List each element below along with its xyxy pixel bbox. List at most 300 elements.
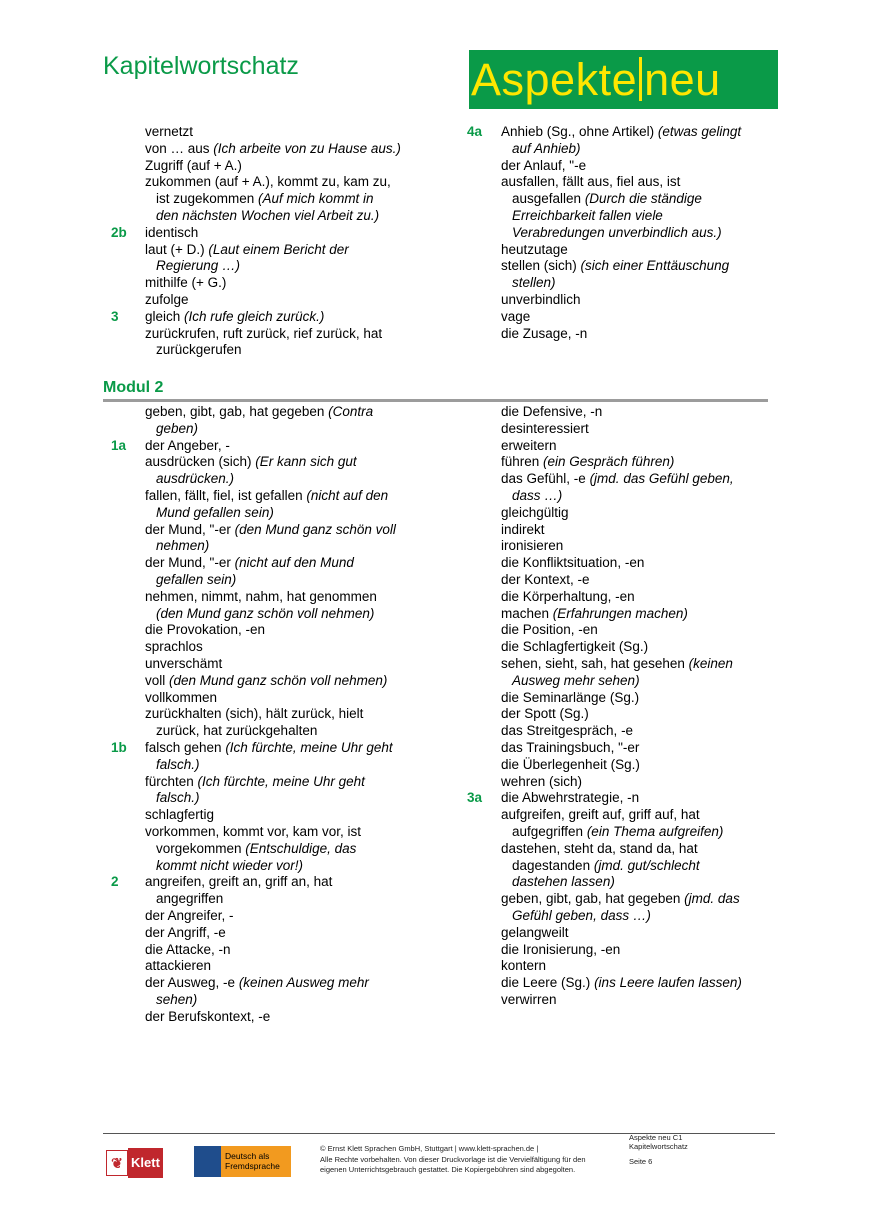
entry-text: von … aus: [145, 140, 214, 156]
entry-line: [145, 925, 396, 942]
entry-example: Regierung …): [156, 258, 241, 274]
entry-example: geben): [156, 420, 199, 436]
entry-line: [145, 572, 396, 589]
entry-example: (den Mund ganz schön voll nehmen): [169, 672, 388, 688]
copyright-notice: [320, 1144, 586, 1176]
copyright-line: eigenen Unterrichtsgebrauch gestattet. Die Kopiergebühren sind abgegolten.: [320, 1165, 576, 1174]
entry-example: Gefühl geben, dass …): [512, 907, 651, 923]
vocab-entry: [501, 891, 742, 925]
entry-line: [501, 225, 741, 242]
klett-logo: [106, 1148, 163, 1178]
entry-text: die Konfliktsituation, -en: [501, 555, 645, 571]
modul-2-heading: Modul 2: [103, 379, 164, 396]
entry-line: [501, 908, 742, 925]
entry-line: [501, 309, 741, 326]
entry-example: ausdrücken.): [156, 471, 235, 487]
vocab-entry: [501, 706, 742, 723]
entry-example: stellen): [512, 275, 556, 291]
vocab-entry: [501, 807, 742, 841]
section-divider: [103, 399, 768, 402]
vocab-entry: [501, 522, 742, 539]
vocab-entry: [501, 572, 742, 589]
daf-logo-blue-block: [194, 1146, 221, 1177]
page-title: Kapitelwortschatz: [103, 52, 299, 80]
entry-line: [145, 858, 396, 875]
entry-line: [145, 538, 396, 555]
entry-line: [501, 326, 741, 343]
entry-text: desinteressiert: [501, 420, 589, 436]
entry-example: (sich einer Enttäuschung: [580, 258, 730, 274]
entry-text: kontern: [501, 958, 547, 974]
vocab-entry: [467, 790, 742, 807]
entry-text: geben, gibt, gab, hat gegeben: [501, 891, 685, 907]
entry-text: die Attacke, -n: [145, 941, 231, 957]
entry-example: Ausweg mehr sehen): [512, 672, 640, 688]
vocab-entry: [145, 774, 396, 808]
entry-example: falsch.): [156, 756, 200, 772]
top-right-column: [467, 124, 742, 342]
vocab-entry: [501, 505, 742, 522]
vocab-entry: [501, 622, 742, 639]
entry-line: [145, 757, 396, 774]
entry-example: (jmd. das: [684, 891, 740, 907]
vocab-entry: [145, 673, 396, 690]
exercise-number: 2b: [111, 224, 127, 240]
entry-line: [145, 992, 396, 1009]
entry-text: der Spott (Sg.): [501, 706, 589, 722]
vocab-entry: [501, 438, 742, 455]
entry-text: geben, gibt, gab, hat gegeben: [145, 404, 329, 419]
entry-line: [145, 622, 396, 639]
vocab-entry: [145, 174, 401, 224]
entry-line: [145, 158, 401, 175]
vocab-entry: [145, 824, 396, 874]
entry-text: voll: [145, 672, 170, 688]
vocab-entry: [145, 958, 396, 975]
entry-line: [501, 639, 742, 656]
vocab-entry: [145, 158, 401, 175]
entry-text: die Überlegenheit (Sg.): [501, 756, 640, 772]
entry-text: der Angreifer, -: [145, 907, 234, 923]
entry-line: [501, 242, 741, 259]
entry-line: [145, 690, 396, 707]
entry-example: (den Mund ganz schön voll nehmen): [156, 605, 375, 621]
entry-example: (Ich arbeite von zu Hause aus.): [213, 140, 401, 156]
entry-example: (keinen: [688, 655, 733, 671]
entry-line: [501, 275, 741, 292]
entry-example: (Durch die ständige: [584, 191, 702, 207]
entry-text: der Angriff, -e: [145, 924, 226, 940]
entry-example: (nicht auf den: [306, 487, 389, 503]
entry-text: gleich: [145, 308, 185, 324]
entry-text: die Zusage, -n: [501, 325, 588, 341]
entry-line: [145, 958, 396, 975]
entry-example: (nicht auf den Mund: [234, 555, 354, 571]
entry-line: [145, 174, 401, 191]
entry-text: die Abwehrstrategie, -n: [501, 790, 640, 806]
section-name: Kapitelwortschatz: [629, 1142, 688, 1151]
entry-line: [145, 874, 396, 891]
vocab-entry: [501, 992, 742, 1009]
entry-text: zurückrufen, ruft zurück, rief zurück, hat: [145, 325, 383, 341]
entry-text: stellen (sich): [501, 258, 581, 274]
entry-text: angegriffen: [156, 891, 224, 907]
entry-example: gefallen sein): [156, 571, 237, 587]
vocab-entry: [501, 639, 742, 656]
entry-text: der Kontext, -e: [501, 571, 590, 587]
entry-example: (Ich fürchte, meine Uhr geht: [225, 739, 393, 755]
entry-example: sehen): [156, 991, 198, 1007]
entry-line: [145, 454, 396, 471]
entry-example: (ins Leere laufen lassen): [594, 975, 742, 991]
vocab-entry: [501, 740, 742, 757]
entry-text: die Ironisierung, -en: [501, 941, 621, 957]
entry-example: (Entschuldige, das: [245, 840, 357, 856]
vocab-entry: [145, 555, 396, 589]
entry-line: [501, 824, 742, 841]
entry-line: [501, 622, 742, 639]
modul2-left-column: [111, 404, 396, 1025]
entry-text: der Ausweg, -e: [145, 975, 239, 991]
entry-example: dastehen lassen): [512, 874, 615, 890]
entry-example: den nächsten Wochen viel Arbeit zu.): [156, 207, 380, 223]
vocab-entry: [145, 807, 396, 824]
vocab-entry: [145, 975, 396, 1009]
entry-line: [145, 191, 401, 208]
entry-text: vollkommen: [145, 689, 218, 705]
entry-line: [501, 942, 742, 959]
entry-text: schlagfertig: [145, 807, 215, 823]
entry-text: indirekt: [501, 521, 545, 537]
vocab-entry: [501, 174, 741, 241]
entry-text: wehren (sich): [501, 773, 583, 789]
entry-line: [501, 858, 742, 875]
entry-line: [501, 874, 742, 891]
entry-example: (Laut einem Bericht der: [208, 241, 349, 257]
entry-line: [501, 606, 742, 623]
page-number: Seite 6: [629, 1157, 653, 1166]
entry-text: das Trainingsbuch, "-er: [501, 739, 640, 755]
entry-line: [501, 774, 742, 791]
entry-line: [501, 589, 742, 606]
entry-text: nehmen, nimmt, nahm, hat genommen: [145, 588, 377, 604]
entry-text: die Schlagfertigkeit (Sg.): [501, 639, 649, 655]
entry-line: [145, 421, 396, 438]
entry-text: der Angeber, -: [145, 437, 230, 453]
entry-text: identisch: [145, 224, 199, 240]
entry-line: [145, 124, 401, 141]
entry-example: (etwas gelingt: [657, 124, 742, 139]
entry-line: [145, 555, 396, 572]
book-title: Aspekte neu C1: [629, 1133, 683, 1142]
entry-example: (ein Thema aufgreifen): [586, 823, 724, 839]
entry-line: [145, 438, 396, 455]
entry-line: [501, 404, 742, 421]
logo-divider: [639, 57, 642, 101]
exercise-number: 4a: [467, 124, 483, 139]
entry-line: [145, 740, 396, 757]
vocab-entry: [501, 258, 741, 292]
entry-text: fürchten: [145, 773, 198, 789]
entry-text: der Anlauf, "-e: [501, 157, 587, 173]
entry-line: [501, 572, 742, 589]
entry-line: [501, 421, 742, 438]
vocab-entry: [145, 275, 401, 292]
vocab-entry: [501, 404, 742, 421]
entry-text: die Leere (Sg.): [501, 975, 595, 991]
entry-text: mithilfe (+ G.): [145, 275, 227, 291]
page-info: [629, 1133, 688, 1166]
entry-line: [501, 538, 742, 555]
entry-line: [501, 690, 742, 707]
vocab-entry: [501, 606, 742, 623]
entry-line: [145, 639, 396, 656]
exercise-number: 1b: [111, 739, 127, 755]
aspekte-neu-logo: [469, 50, 778, 109]
entry-example: (Contra: [328, 404, 374, 419]
exercise-number: 3a: [467, 790, 483, 806]
vocab-entry: [145, 925, 396, 942]
entry-line: [145, 891, 396, 908]
entry-example: (jmd. gut/schlecht: [593, 857, 700, 873]
entry-line: [501, 488, 742, 505]
entry-text: sprachlos: [145, 639, 203, 655]
vocab-entry: [501, 454, 742, 471]
entry-line: [145, 824, 396, 841]
vocab-entry: [111, 437, 396, 455]
entry-text: dagestanden: [512, 857, 594, 873]
entry-line: [145, 790, 396, 807]
entry-line: [145, 656, 396, 673]
vocab-entry: [145, 942, 396, 959]
entry-line: [501, 292, 741, 309]
entry-text: die Provokation, -en: [145, 622, 266, 638]
exercise-number: 3: [111, 308, 119, 324]
entry-text: vorgekommen: [156, 840, 246, 856]
entry-line: [145, 589, 396, 606]
entry-text: der Mund, "-er: [145, 555, 235, 571]
entry-text: sehen, sieht, sah, hat gesehen: [501, 655, 689, 671]
entry-text: heutzutage: [501, 241, 568, 257]
daf-line-1: Deutsch als: [225, 1151, 270, 1161]
entry-text: angreifen, greift an, griff an, hat: [145, 874, 333, 890]
entry-line: [501, 740, 742, 757]
copyright-line: © Ernst Klett Sprachen GmbH, Stuttgart | www.klett-sprachen.de |: [320, 1144, 539, 1153]
entry-line: [145, 258, 401, 275]
vocab-entry: [501, 421, 742, 438]
entry-text: der Mund, "-er: [145, 521, 235, 537]
vocab-entry: [145, 124, 401, 141]
entry-line: [145, 673, 396, 690]
entry-example: kommt nicht wieder vor!): [156, 857, 304, 873]
vocab-entry: [145, 242, 401, 276]
entry-line: [145, 975, 396, 992]
entry-line: [501, 790, 742, 807]
entry-line: [145, 522, 396, 539]
entry-text: zurückgerufen: [156, 342, 242, 358]
vocab-entry: [501, 841, 742, 891]
entry-line: [501, 124, 741, 141]
entry-text: führen: [501, 454, 544, 470]
vocab-entry: [501, 975, 742, 992]
vocab-entry: [501, 723, 742, 740]
vocab-entry: [501, 690, 742, 707]
top-left-column: [111, 124, 401, 359]
entry-text: unverschämt: [145, 655, 223, 671]
entry-text: falsch gehen: [145, 739, 226, 755]
entry-line: [501, 141, 741, 158]
entry-example: falsch.): [156, 790, 200, 806]
daf-line-2: Fremdsprache: [225, 1161, 280, 1171]
vocab-entry: [145, 622, 396, 639]
vocab-entry: [501, 774, 742, 791]
entry-line: [145, 225, 401, 242]
exercise-number: 2: [111, 874, 119, 890]
entry-line: [145, 208, 401, 225]
entry-line: [145, 292, 401, 309]
entry-example: (den Mund ganz schön voll: [234, 521, 396, 537]
entry-line: [145, 606, 396, 623]
entry-text: ist zugekommen: [156, 191, 259, 207]
exercise-number: 1a: [111, 437, 127, 453]
entry-line: [145, 309, 401, 326]
entry-text: die Position, -en: [501, 622, 598, 638]
entry-line: [501, 992, 742, 1009]
entry-text: ausfallen, fällt aus, fiel aus, ist: [501, 174, 681, 190]
entry-text: ironisieren: [501, 538, 564, 554]
entry-example: Mund gefallen sein): [156, 504, 274, 520]
entry-line: [145, 908, 396, 925]
vocab-entry: [501, 292, 741, 309]
vocab-entry: [501, 925, 742, 942]
entry-example: Verabredungen unverbindlich aus.): [512, 224, 722, 240]
entry-line: [145, 488, 396, 505]
entry-line: [501, 706, 742, 723]
vocab-entry: [145, 292, 401, 309]
entry-line: [501, 208, 741, 225]
entry-text: vage: [501, 308, 531, 324]
entry-line: [501, 757, 742, 774]
entry-text: gleichgültig: [501, 504, 569, 520]
entry-text: Zugriff (auf + A.): [145, 157, 242, 173]
copyright-line: Alle Rechte vorbehalten. Von dieser Druckvorlage ist die Vervielfältigung für den: [320, 1154, 586, 1164]
entry-text: die Körperhaltung, -en: [501, 588, 635, 604]
vocab-entry: [501, 757, 742, 774]
entry-text: die Seminarlänge (Sg.): [501, 689, 640, 705]
vocab-entry: [145, 326, 401, 360]
entry-text: ausgefallen: [512, 191, 585, 207]
vocab-entry: [501, 326, 741, 343]
entry-text: das Streitgespräch, -e: [501, 723, 634, 739]
entry-line: [145, 841, 396, 858]
entry-example: (keinen Ausweg mehr: [238, 975, 369, 991]
entry-line: [501, 158, 741, 175]
entry-line: [501, 673, 742, 690]
vocab-entry: [111, 874, 396, 908]
logo-word-neu: neu: [644, 54, 721, 105]
entry-line: [145, 326, 401, 343]
vocab-entry: [145, 706, 396, 740]
entry-line: [501, 438, 742, 455]
entry-example: nehmen): [156, 538, 210, 554]
vocab-entry: [501, 958, 742, 975]
entry-line: [145, 723, 396, 740]
entry-text: vorkommen, kommt vor, kam vor, ist: [145, 823, 362, 839]
entry-text: Anhieb (Sg., ohne Artikel): [501, 124, 658, 139]
vocab-entry: [145, 690, 396, 707]
entry-line: [501, 925, 742, 942]
entry-line: [145, 404, 396, 421]
entry-text: machen: [501, 605, 553, 621]
entry-line: [501, 471, 742, 488]
entry-text: fallen, fällt, fiel, ist gefallen: [145, 487, 307, 503]
entry-line: [501, 975, 742, 992]
entry-text: unverbindlich: [501, 291, 581, 307]
entry-example: (jmd. das Gefühl geben,: [589, 471, 734, 487]
vocab-entry: [501, 656, 742, 690]
entry-text: zukommen (auf + A.), kommt zu, kam zu,: [145, 174, 391, 190]
entry-text: die Defensive, -n: [501, 404, 603, 419]
entry-example: (Auf mich kommt in: [258, 191, 374, 207]
vocab-entry: [145, 522, 396, 556]
entry-text: erweitern: [501, 437, 557, 453]
entry-line: [501, 555, 742, 572]
entry-line: [145, 774, 396, 791]
vocab-entry: [145, 1009, 396, 1026]
entry-line: [501, 522, 742, 539]
vocab-entry: [501, 538, 742, 555]
vocab-entry: [467, 124, 742, 158]
entry-line: [145, 706, 396, 723]
vocab-entry: [145, 404, 396, 438]
vocab-entry: [145, 589, 396, 623]
vocab-entry: [145, 141, 401, 158]
entry-example: (Ich fürchte, meine Uhr geht: [197, 773, 365, 789]
entry-text: das Gefühl, -e: [501, 471, 590, 487]
entry-text: der Berufskontext, -e: [145, 1008, 271, 1024]
entry-text: zurück, hat zurückgehalten: [156, 723, 318, 739]
entry-text: dastehen, steht da, stand da, hat: [501, 840, 698, 856]
logo-word-aspekte: Aspekte: [471, 54, 638, 105]
vocab-entry: [145, 908, 396, 925]
entry-line: [501, 174, 741, 191]
entry-line: [145, 242, 401, 259]
entry-line: [145, 342, 401, 359]
entry-example: (ein Gespräch führen): [543, 454, 675, 470]
entry-line: [145, 942, 396, 959]
entry-line: [145, 471, 396, 488]
entry-line: [145, 1009, 396, 1026]
modul2-right-column: [467, 404, 742, 1009]
vocab-entry: [145, 656, 396, 673]
entry-line: [501, 891, 742, 908]
vocab-entry: [145, 639, 396, 656]
entry-line: [501, 191, 741, 208]
entry-text: aufgegriffen: [512, 823, 587, 839]
vocab-entry: [501, 158, 741, 175]
entry-line: [501, 723, 742, 740]
vocab-entry: [145, 488, 396, 522]
vocab-entry: [111, 308, 401, 326]
entry-example: Erreichbarkeit fallen viele: [512, 207, 663, 223]
entry-example: (Ich rufe gleich zurück.): [184, 308, 325, 324]
vocab-entry: [501, 309, 741, 326]
entry-line: [501, 258, 741, 275]
klett-logo-name: Klett: [128, 1148, 163, 1178]
entry-text: zufolge: [145, 291, 189, 307]
entry-example: dass …): [512, 487, 563, 503]
entry-line: [501, 656, 742, 673]
